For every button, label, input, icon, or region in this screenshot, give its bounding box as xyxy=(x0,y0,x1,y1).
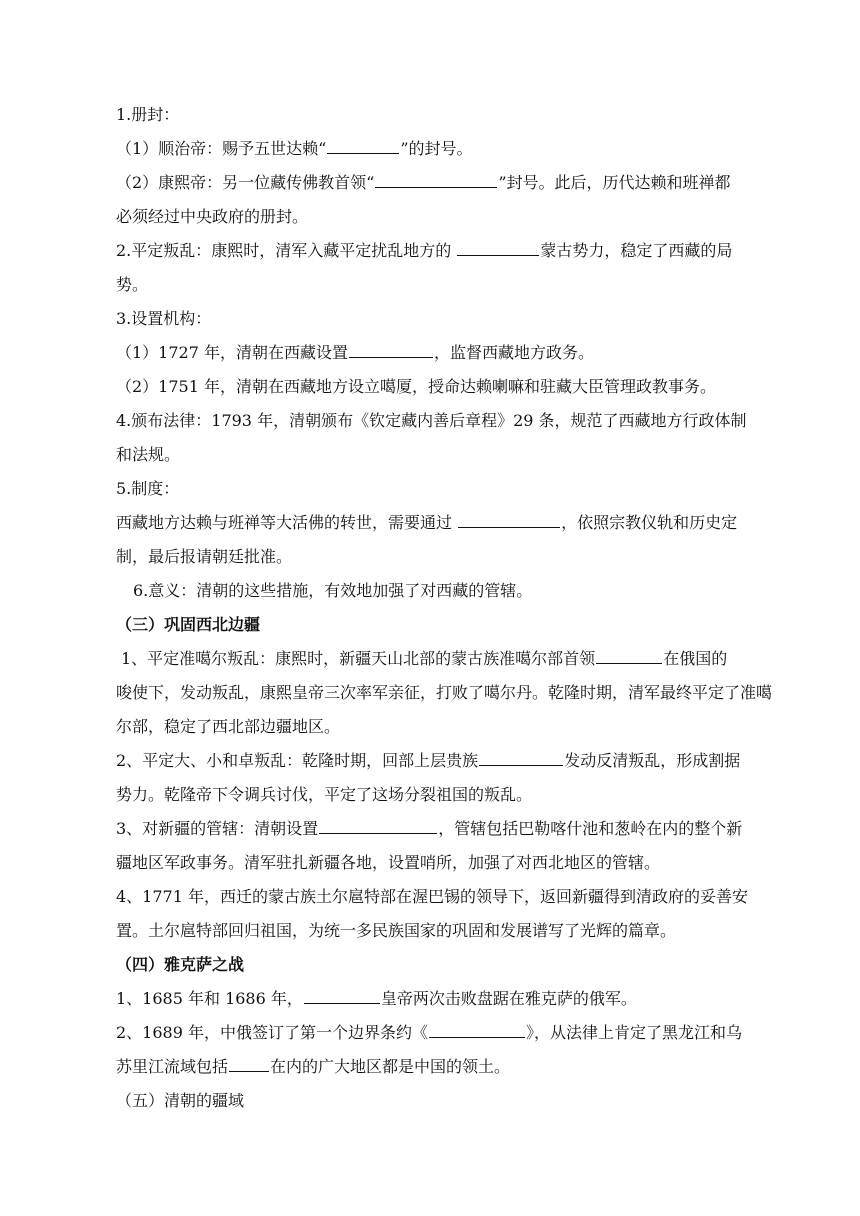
item-3-1 xyxy=(116,342,594,364)
fill-blank[interactable] xyxy=(596,648,662,664)
fill-blank[interactable] xyxy=(458,512,560,528)
fill-blank[interactable] xyxy=(457,240,539,256)
item-1-2 xyxy=(116,172,731,194)
item-1-1-text-b: ”的封号。 xyxy=(400,139,473,158)
nw-item-2-text-b: 发动反清叛乱，形成割据 xyxy=(564,751,741,770)
nw-item-3-text-b: ，管辖包括巴勒喀什池和葱岭在内的整个新 xyxy=(438,819,743,838)
nw-item-1-text-b: 在俄国的 xyxy=(663,649,728,668)
item-1-1 xyxy=(116,138,473,160)
item-1-2-text-a: （2）康熙帝：另一位藏传佛教首领“ xyxy=(116,173,375,192)
nw-item-3-cont: 疆地区军政事务。清军驻扎新疆各地，设置哨所，加强了对西北地区的管辖。 xyxy=(116,853,661,872)
yks-item-2-cont-text-b: 在内的广大地区都是中国的领土。 xyxy=(270,1057,511,1076)
fill-blank[interactable] xyxy=(349,342,433,358)
section-2-text-b: 蒙古势力，稳定了西藏的局 xyxy=(540,241,733,260)
yks-item-2-text-b: 》，从法律上肯定了黑龙江和乌 xyxy=(526,1023,743,1042)
section-5-text-b: ，依照宗教仪轨和历史定 xyxy=(561,513,738,532)
section-6: 6.意义：清朝的这些措施，有效地加强了对西藏的管辖。 xyxy=(133,581,533,600)
nw-item-3-text-a: 3、对新疆的管辖：清朝设置 xyxy=(116,819,319,838)
section-5-title: 5.制度： xyxy=(116,479,180,498)
section-1-title: 1.册封： xyxy=(116,105,180,124)
section-5-body xyxy=(116,512,737,534)
nw-item-1-cont: 唆使下，发动叛乱，康熙皇帝三次率军亲征，打败了噶尔丹。乾隆时期，清军最终平定了准噶 xyxy=(116,683,773,702)
section-2-text-a: 2.平定叛乱：康熙时，清军入藏平定扰乱地方的 xyxy=(116,241,457,260)
nw-item-4-cont: 置。土尔扈特部回归祖国，为统一多民族国家的巩固和发展谱写了光辉的篇章。 xyxy=(116,921,677,940)
yks-item-2-text-a: 2、1689 年，中俄签订了第一个边界条约《 xyxy=(116,1023,428,1042)
section-5-cont: 制，最后报请朝廷批准。 xyxy=(116,547,293,566)
section-4-cont: 和法规。 xyxy=(116,445,181,464)
item-3-2: （2）1751 年，清朝在西藏地方设立噶厦，授命达赖喇嘛和驻藏大臣管理政教事务。 xyxy=(116,377,716,396)
heading-4: （四）雅克萨之战 xyxy=(116,955,245,974)
item-1-1-text-a: （1）顺治帝：赐予五世达赖“ xyxy=(116,139,327,158)
fill-blank[interactable] xyxy=(429,1022,525,1038)
nw-item-2-cont: 势力。乾隆帝下令调兵讨伐，平定了这场分裂祖国的叛乱。 xyxy=(116,785,533,804)
section-3-title: 3.设置机构： xyxy=(116,309,212,328)
nw-item-4: 4、1771 年，西迁的蒙古族土尔扈特部在渥巴锡的领导下，返回新疆得到清政府的妥善安 xyxy=(116,887,748,906)
nw-item-1-cont2: 尔部，稳定了西北部边疆地区。 xyxy=(116,717,341,736)
yks-item-2-cont xyxy=(116,1056,510,1078)
nw-item-2-text-a: 2、平定大、小和卓叛乱：乾隆时期，回部上层贵族 xyxy=(116,751,479,770)
fill-blank[interactable] xyxy=(479,750,563,766)
item-1-2-text-b: ”封号。此后，历代达赖和班禅都 xyxy=(498,173,731,192)
yks-item-1-text-b: 皇帝两次击败盘踞在雅克萨的俄军。 xyxy=(380,989,637,1008)
item-3-1-text-b: ，监督西藏地方政务。 xyxy=(434,343,595,362)
yks-item-2-cont-text-a: 苏里江流域包括 xyxy=(116,1057,229,1076)
section-4: 4.颁布法律：1793 年，清朝颁布《钦定藏内善后章程》29 条，规范了西藏地方行政体制 xyxy=(116,411,747,430)
fill-blank[interactable] xyxy=(304,988,380,1004)
item-1-2-cont: 必须经过中央政府的册封。 xyxy=(116,207,309,226)
nw-item-1 xyxy=(121,648,727,670)
yks-item-2 xyxy=(116,1022,742,1044)
nw-item-1-text-a: 1、平定准噶尔叛乱：康熙时，新疆天山北部的蒙古族准噶尔部首领 xyxy=(121,649,596,668)
section-5-text-a: 西藏地方达赖与班禅等大活佛的转世，需要通过 xyxy=(116,513,458,532)
nw-item-3 xyxy=(116,818,742,840)
yks-item-1 xyxy=(116,988,637,1010)
heading-3: （三）巩固西北边疆 xyxy=(116,615,261,634)
fill-blank[interactable] xyxy=(319,818,437,834)
section-2 xyxy=(116,240,732,262)
item-3-1-text-a: （1）1727 年，清朝在西藏设置 xyxy=(116,343,348,362)
yks-item-1-text-a: 1、1685 年和 1686 年， xyxy=(116,989,303,1008)
fill-blank[interactable] xyxy=(375,172,497,188)
fill-blank[interactable] xyxy=(327,138,399,154)
nw-item-2 xyxy=(116,750,740,772)
section-2-cont: 势。 xyxy=(116,275,149,294)
heading-5: （五）清朝的疆域 xyxy=(116,1091,245,1110)
fill-blank[interactable] xyxy=(229,1056,269,1072)
